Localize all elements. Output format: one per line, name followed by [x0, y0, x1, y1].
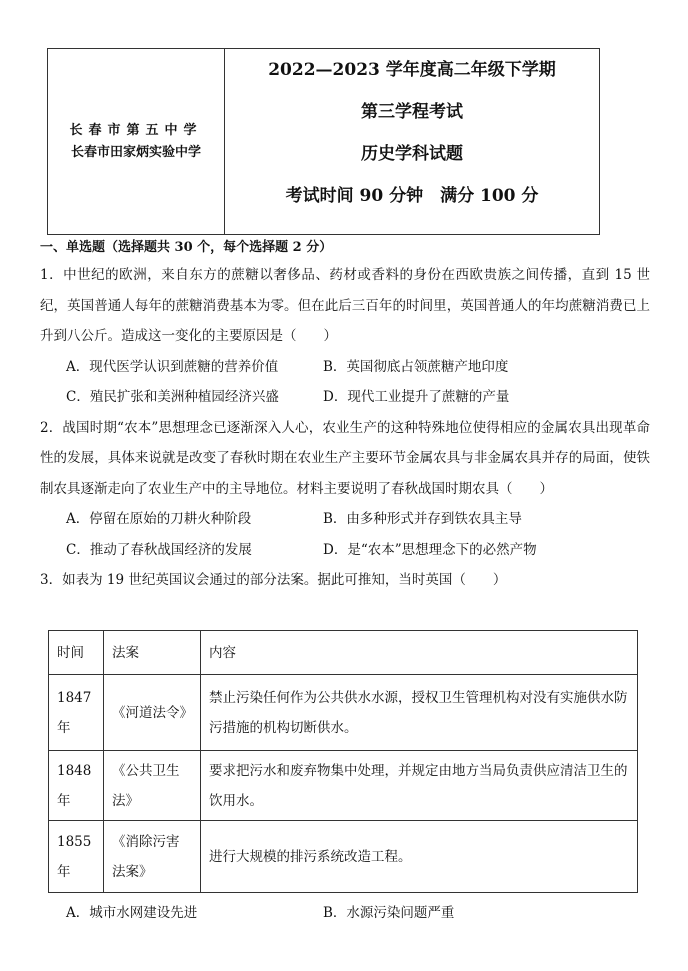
- table-cell-content: 进行大规模的排污系统改造工程。: [201, 821, 638, 893]
- option-b: B．水源污染问题严重: [323, 905, 455, 921]
- exam-title-name: 第三学程考试: [361, 102, 463, 122]
- table-row: [49, 751, 638, 821]
- table-cell-content: 禁止污染任何作为公共供水水源，授权卫生管理机构对没有实施供水防污措施的机构切断供水。: [201, 675, 638, 751]
- question-1-options-row-2: [40, 382, 650, 413]
- option-c: C．推动了春秋战国经济的发展: [66, 541, 252, 558]
- option-c: C．殖民扩张和美洲种植园经济兴盛: [66, 389, 279, 405]
- table-cell-law: 《消除污害法案》: [104, 821, 201, 893]
- question-2-stem: 2．战国时期“农本”思想理念已逐渐深入人心，农业生产的这种特殊地位使得相应的金属农具出现革命性的发展，具体来说就是改变了春秋时期在农业生产主要环节金属农具与非金属农具并存的局面，使铁制农具逐渐走向了农业生产中的主导地位。材料主要说明了春秋战国时期农具（ ）: [40, 419, 650, 497]
- section-heading: 一、单选题（选择题共 30 个，每个选择题 2 分）: [40, 240, 333, 255]
- option-d: D．是“农本”思想理念下的必然产物: [323, 541, 537, 558]
- law-table: [48, 630, 638, 893]
- table-cell-content: 要求把污水和废弃物集中处理，并规定由地方当局负责供应清洁卫生的饮用水。: [201, 751, 638, 821]
- table-header-cell: 内容: [201, 631, 638, 675]
- table-row: [49, 675, 638, 751]
- exam-header-box: [47, 48, 600, 235]
- table-cell-law: 《公共卫生法》: [104, 751, 201, 821]
- table-cell-time: 1855 年: [49, 821, 104, 893]
- question-1-stem: 1．中世纪的欧洲，来自东方的蔗糖以奢侈品、药材或香料的身份在西欧贵族之间传播，直到 15 世纪，英国普通人每年的蔗糖消费基本为零。但在此后三百年的时间里，英国普通人的年均蔗糖消费已上升到八公斤。造成这一变化的主要原因是（ ）: [40, 267, 650, 344]
- question-3-stem: 3．如表为 19 世纪英国议会通过的部分法案。据此可推知，当时英国（ ）: [40, 572, 507, 588]
- option-a: A．停留在原始的刀耕火种阶段: [66, 511, 252, 527]
- table-header-row: [49, 631, 638, 675]
- table-cell-law: 《河道法令》: [104, 675, 201, 751]
- exam-title-block: [225, 49, 599, 234]
- school-names: [48, 49, 225, 234]
- school-name-2: 长春市田家炳实验中学: [70, 144, 201, 160]
- question-3-options: [40, 898, 650, 929]
- table-cell-time: 1847 年: [49, 675, 104, 751]
- table-cell-time: 1848 年: [49, 751, 104, 821]
- exam-subject: 历史学科试题: [361, 144, 463, 164]
- option-a: A．现代医学认识到蔗糖的营养价值: [66, 358, 279, 375]
- table-header-cell: 法案: [104, 631, 201, 675]
- exam-time-score: 考试时间 90 分钟 满分 100 分: [285, 186, 539, 206]
- table-row: [49, 821, 638, 893]
- question-1-options-row-1: [40, 352, 650, 383]
- question-3-options-row-1: [40, 898, 650, 929]
- exam-title-year: 2022—2023 学年度高二年级下学期: [268, 60, 556, 80]
- question-content: [40, 236, 650, 596]
- option-b: B．英国彻底占领蔗糖产地印度: [323, 358, 509, 375]
- question-2-options-row-2: [40, 535, 650, 566]
- option-b: B．由多种形式并存到铁农具主导: [323, 511, 522, 527]
- school-name-1: 长春市第五中学: [69, 122, 203, 138]
- table-header-cell: 时间: [49, 631, 104, 675]
- question-2-options-row-1: [40, 504, 650, 535]
- option-d: D．现代工业提升了蔗糖的产量: [323, 389, 510, 405]
- option-a: A．城市水网建设先进: [66, 905, 198, 921]
